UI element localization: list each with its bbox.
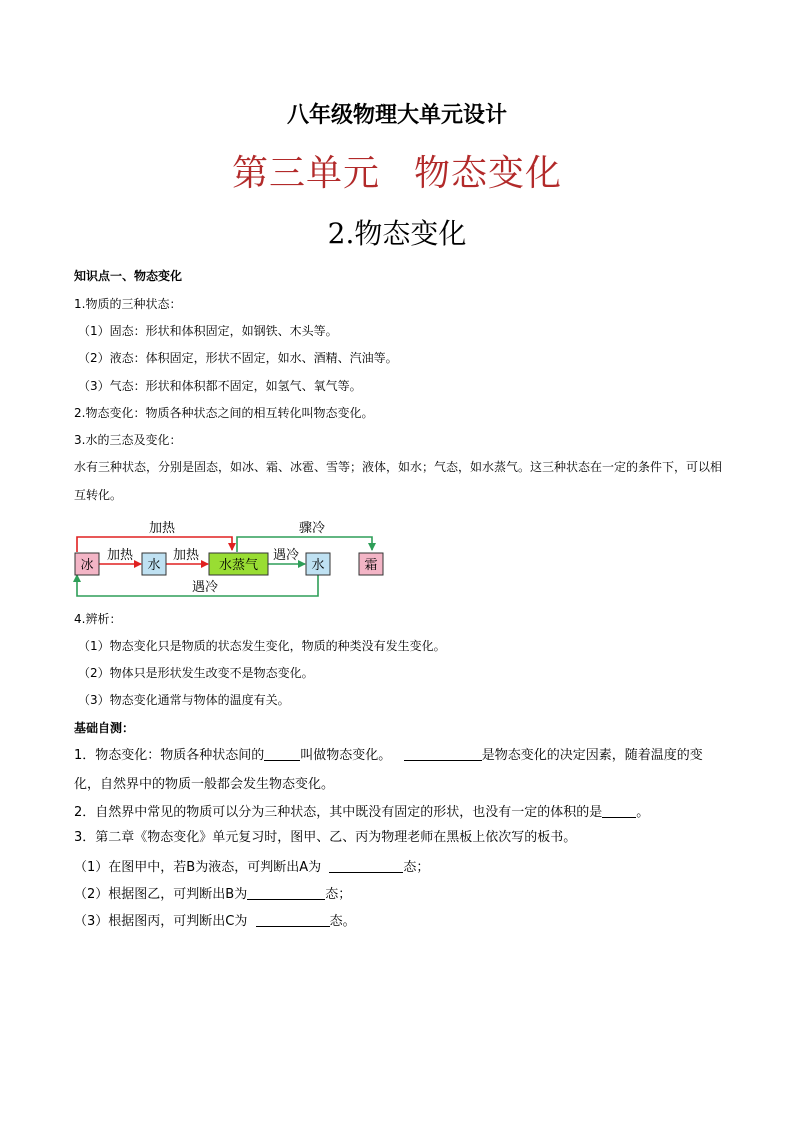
lesson-title: 2.物态变化 [327, 217, 467, 250]
blank[interactable] [329, 858, 403, 873]
question-3: 3．第二章《物态变化》单元复习时，图甲、乙、丙为物理老师在黑板上依次写的板书。 [74, 830, 577, 845]
label-heat-top: 加热 [148, 521, 176, 536]
label-heat-1: 加热 [106, 548, 134, 563]
water-states-title: 3.水的三态及变化： [74, 433, 182, 447]
section-heading: 知识点一、物态变化 [74, 269, 183, 283]
analysis-title: 4.辨析： [74, 612, 122, 626]
water-phase-diagram [72, 517, 392, 599]
blank[interactable] [256, 912, 330, 927]
label-heat-2: 加热 [172, 548, 200, 563]
blank[interactable] [602, 803, 636, 818]
page-title: 八年级物理大单元设计 [286, 103, 507, 128]
blank[interactable] [264, 746, 300, 761]
analysis-item-2: （2）物体只是形状发生改变不是物态变化。 [78, 666, 314, 680]
states-title: 1.物质的三种状态： [74, 297, 182, 311]
box-water-2-label: 水 [311, 558, 325, 573]
box-water-1-label: 水 [147, 558, 161, 573]
self-test-heading: 基础自测： [74, 721, 135, 735]
question-2: 2．自然界中常见的物质可以分为三种状态，其中既没有固定的形状，也没有一定的体积的是 。 [74, 805, 650, 820]
analysis-item-1: （1）物态变化只是物质的状态发生变化，物质的种类没有发生变化。 [78, 639, 446, 653]
question-1: 1．物态变化：物质各种状态间的 叫做物态变化。 是物态变化的决定因素，随着温度的变化，自然界中的物质一般都会发生物态变化。 [74, 748, 703, 792]
state-solid: （1）固态：形状和体积固定，如钢铁、木头等。 [78, 324, 338, 338]
arrow-heat-top [77, 537, 232, 552]
unit-topic: 物态变化 [414, 153, 563, 194]
label-sudden-cool: 骤冷 [298, 521, 326, 536]
state-gas: （3）气态：形状和体积都不固定，如氢气、氧气等。 [78, 379, 362, 393]
question-3-2: （2）根据图乙，可判断出B为 态； [74, 887, 352, 902]
question-3-1: （1）在图甲中，若B为液态，可判断出A为 态； [74, 860, 430, 875]
box-frost-label: 霜 [364, 558, 378, 573]
question-3-3: （3）根据图丙，可判断出C为 态。 [74, 914, 356, 929]
water-states-text: 水有三种状态，分别是固态，如冰、霜、冰雹、雪等；液体，如水；气态，如水蒸气。这三种状态在一定的条件下，可以相互转化。 [74, 460, 723, 502]
analysis-item-3: （3）物态变化通常与物体的温度有关。 [78, 693, 290, 707]
arrow-sudden-cool [237, 537, 372, 552]
label-cool-bottom: 遇冷 [191, 580, 219, 595]
blank[interactable] [404, 746, 482, 761]
state-liquid: （2）液态：体积固定，形状不固定，如水、酒精、汽油等。 [78, 351, 398, 365]
box-ice-label: 冰 [80, 558, 94, 573]
blank[interactable] [247, 885, 325, 900]
unit-number: 第三单元 [231, 153, 380, 194]
label-cool-1: 遇冷 [272, 548, 300, 563]
unit-title [0, 145, 794, 196]
box-vapor-label: 水蒸气 [218, 558, 259, 573]
phase-change-definition: 2.物态变化：物质各种状态之间的相互转化叫物态变化。 [74, 406, 374, 420]
